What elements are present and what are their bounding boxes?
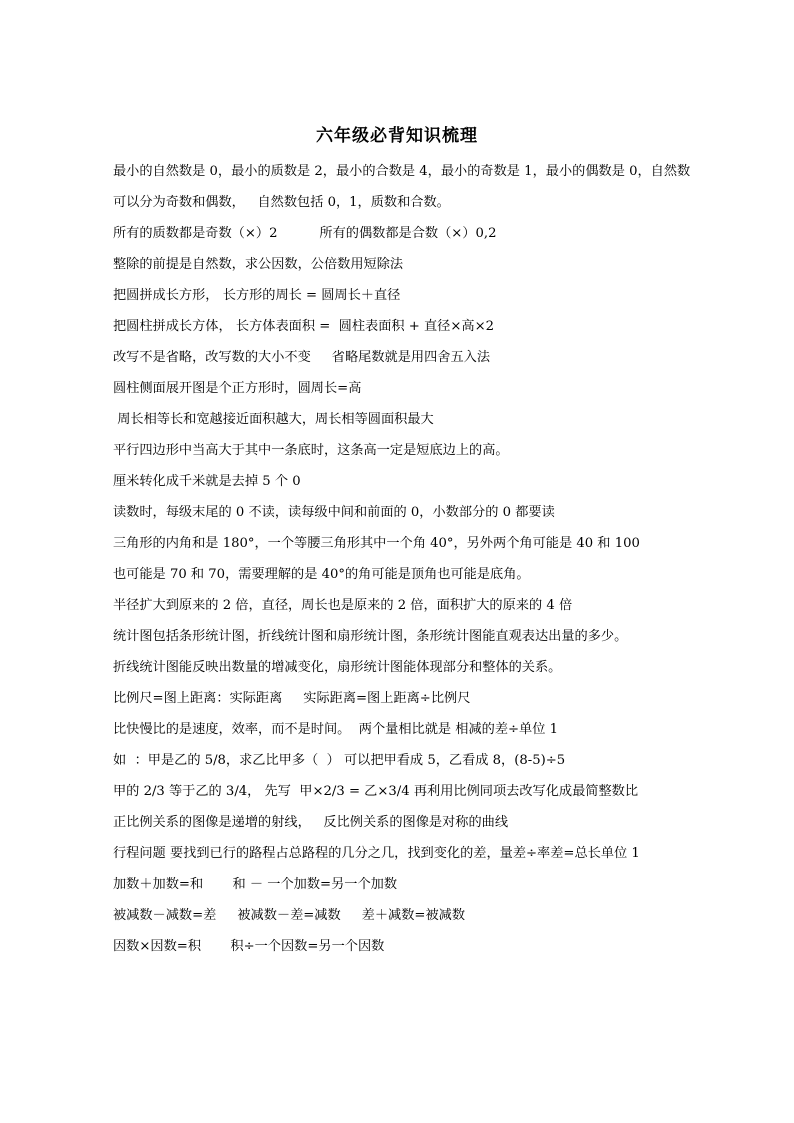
text-line: 被减数－减数=差 被减数－差=减数 差＋减数=被减数 (113, 908, 466, 923)
text-line: 甲的 2/3 等于乙的 3/4， 先写 甲×2/3 = 乙×3/4 再利用比例同项去改写化成最简整数比 (113, 784, 639, 799)
text-line: 厘米转化成千米就是去掉 5 个 0 (113, 474, 301, 489)
text-line: 圆柱侧面展开图是个正方形时，圆周长=高 (113, 381, 362, 396)
text-line: 如 ：甲是乙的 5/8，求乙比甲多（ ） 可以把甲看成 5，乙看成 8，(8-5)÷5 (113, 753, 566, 768)
text-line: 半径扩大到原来的 2 倍，直径，周长也是原来的 2 倍，面积扩大的原来的 4 倍 (113, 598, 573, 613)
text-line: 可以分为奇数和偶数， 自然数包括 0，1，质数和合数。 (113, 195, 450, 210)
text-line: 行程问题 要找到已行的路程占总路程的几分之几，找到变化的差，量差÷率差=总长单位 1 (113, 846, 640, 861)
text-line: 平行四边形中当高大于其中一条底时，这条高一定是短底边上的高。 (113, 443, 509, 458)
text-line: 因数×因数=积 积÷一个因数=另一个因数 (113, 939, 385, 954)
text-line: 周长相等长和宽越接近面积越大，周长相等圆面积最大 (113, 412, 434, 427)
text-line: 把圆柱拼成长方体， 长方体表面积 = 圆柱表面积 + 直径×高×2 (113, 319, 495, 334)
text-line: 比快慢比的是速度，效率，而不是时间。 两个量相比就是 相减的差÷单位 1 (113, 722, 559, 737)
text-line: 整除的前提是自然数，求公因数，公倍数用短除法 (113, 257, 404, 272)
text-line: 最小的自然数是 0，最小的质数是 2，最小的合数是 4，最小的奇数是 1，最小的偶数是 0，自然数 (113, 164, 691, 179)
text-line: 所有的质数都是奇数（×）2 所有的偶数都是合数（×）0,2 (113, 226, 497, 241)
text-line: 比例尺=图上距离：实际距离 实际距离=图上距离÷比例尺 (113, 691, 471, 706)
text-line: 改写不是省略，改写数的大小不变 省略尾数就是用四舍五入法 (113, 350, 491, 365)
text-line: 折线统计图能反映出数量的增减变化，扇形统计图能体现部分和整体的关系。 (113, 660, 562, 675)
text-line: 三角形的内角和是 180°，一个等腰三角形其中一个角 40°，另外两个角可能是 40 和 100 (113, 536, 640, 551)
text-line: 正比例关系的图像是递增的射线， 反比例关系的图像是对称的曲线 (113, 815, 509, 830)
text-line: 读数时，每级末尾的 0 不读，读每级中间和前面的 0，小数部分的 0 都要读 (113, 505, 555, 520)
text-line: 也可能是 70 和 70，需要理解的是 40°的角可能是顶角也可能是底角。 (113, 567, 530, 582)
text-body (113, 158, 753, 964)
text-line: 把圆拼成长方形， 长方形的周长 = 圆周长＋直径 (113, 288, 401, 303)
text-line: 统计图包括条形统计图，折线统计图和扇形统计图，条形统计图能直观表达出量的多少。 (113, 629, 628, 644)
page-title: 六年级必背知识梳理 (316, 126, 478, 146)
text-line: 加数＋加数=和 和 － 一个加数=另一个加数 (113, 877, 398, 892)
